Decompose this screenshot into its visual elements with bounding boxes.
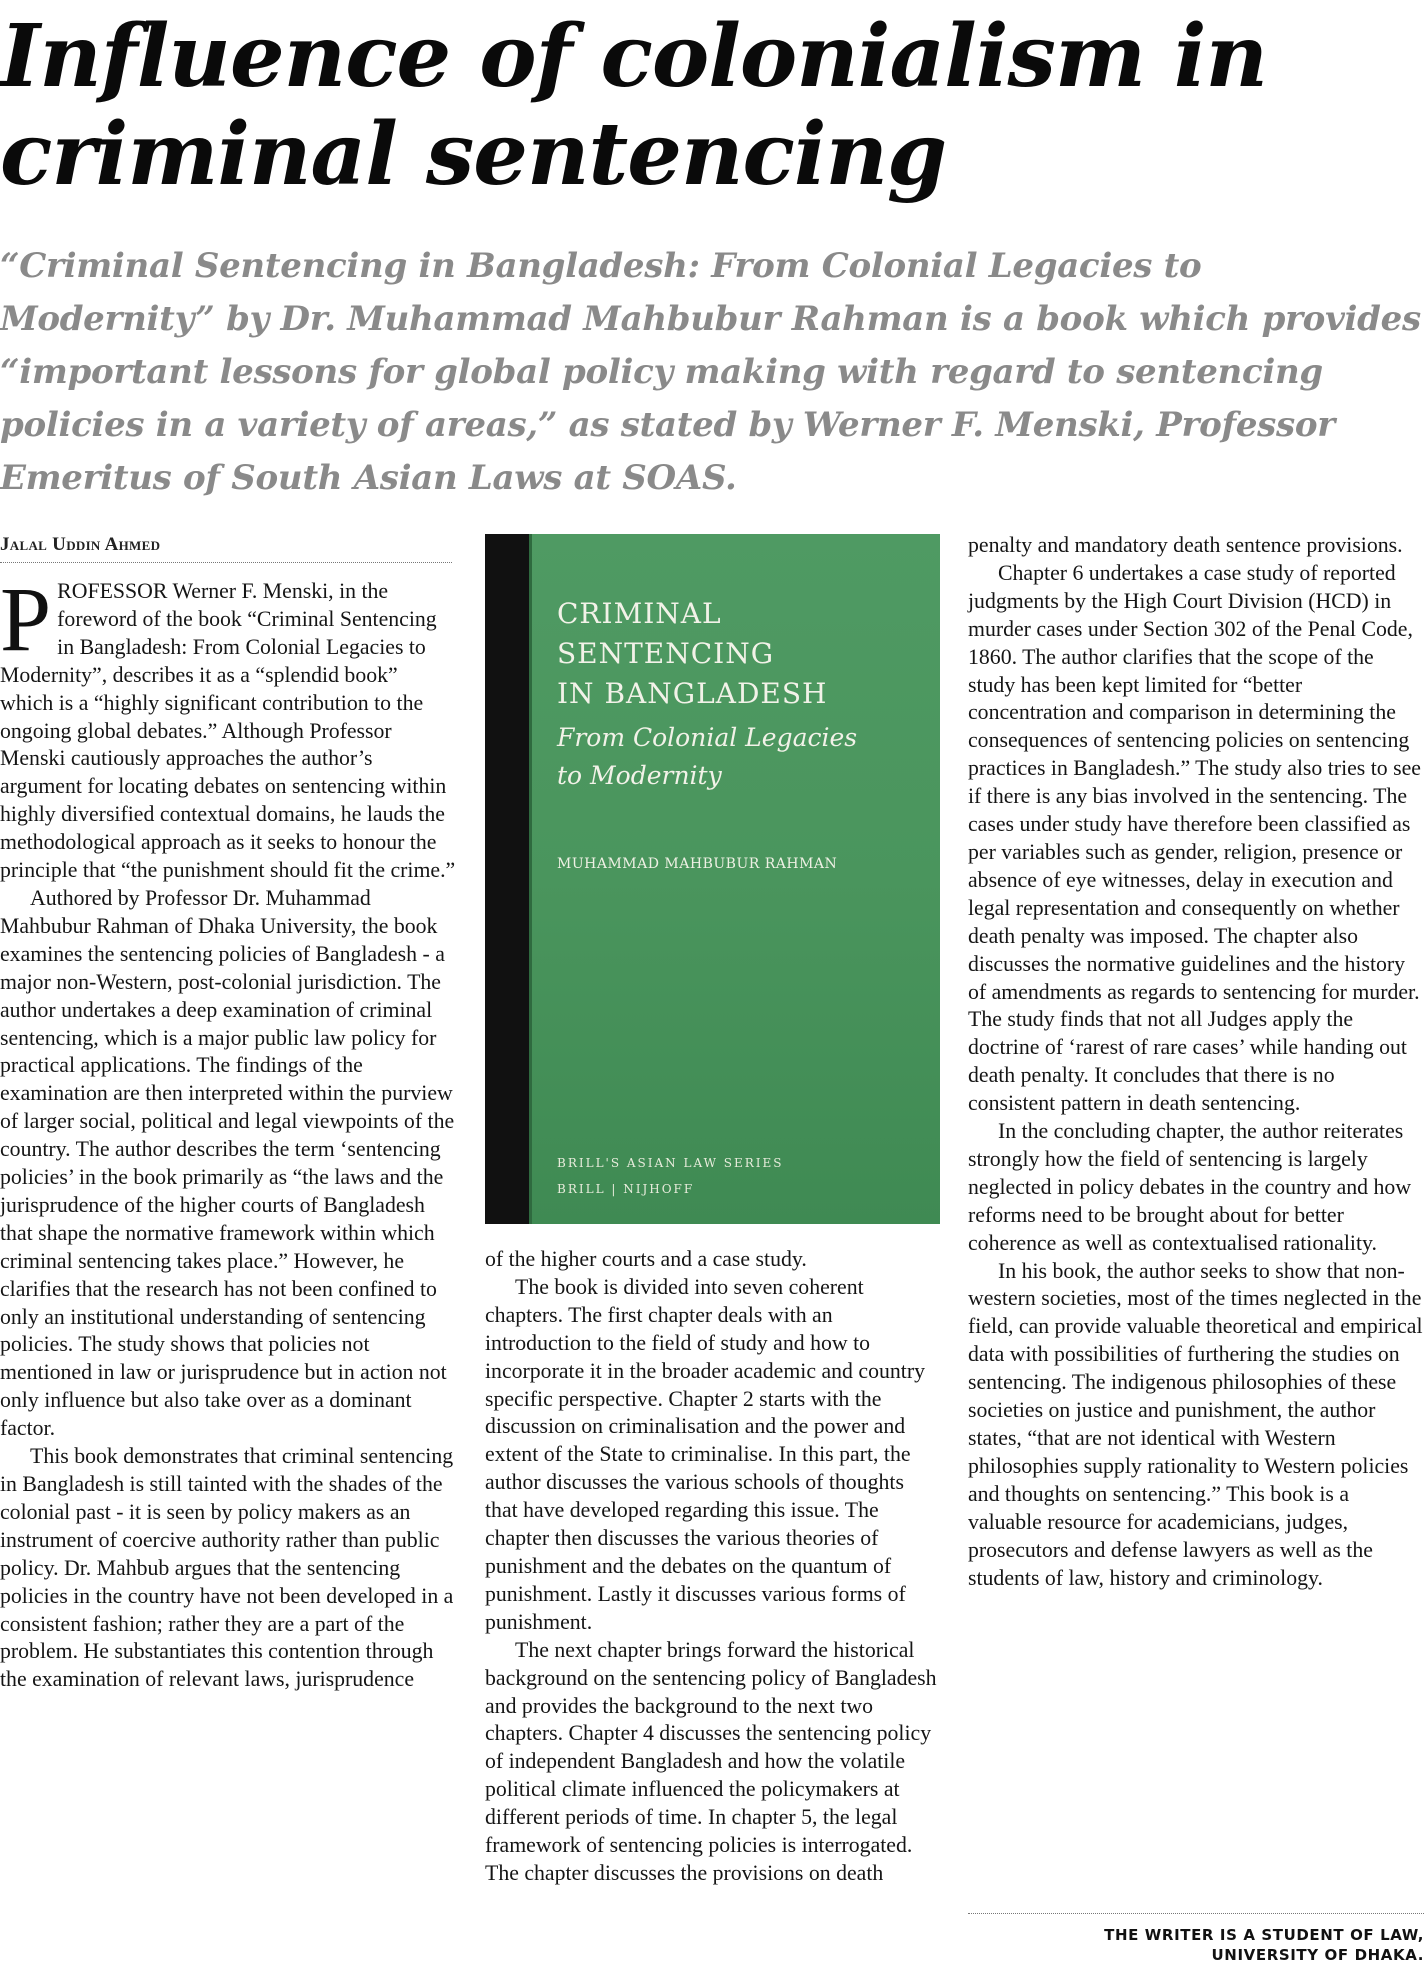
cover-title-line: SENTENCING [557,637,775,670]
paragraph: of the higher courts and a case study. [485,1247,807,1271]
headline-line-2: criminal sentencing [0,104,947,205]
column-1 [0,568,456,1694]
column-3 [968,532,1424,1592]
paragraph: Chapter 6 undertakes a case study of reported judgments by the High Court Division (HCD) in murder cases under Section 302 of the Penal Code, 1860. The author clarifies that the scope of the study has been kept limited for “better concentration and comparison in determining the consequences of sentencing policies on sentencing practices in Bangladesh.” The study also tries to see if there is any bias involved in the sentencing. The cases under study have therefore been classified as per variables such as gender, religion, presence or absence of eye witnesses, delay in execution and legal representation and consequently on whether death penalty was imposed. The chapter also discusses the normative guidelines and the history of amendments as regards to sentencing for murder. The study finds that not all Judges apply the doctrine of ‘rarest of rare cases’ while handing out death penalty. It concludes that there is no consistent pattern in death sentencing. [968,560,1421,1116]
author-note [968,1925,1424,1965]
cover-title-line: CRIMINAL [557,597,722,630]
cover-subtitle-line: to Modernity [557,761,722,790]
paragraph: penalty and mandatory death sentence provisions. [968,533,1403,557]
drop-cap: P [0,568,52,670]
standfirst: “Criminal Sentencing in Bangladesh: From Colonial Legacies to Modernity” by Dr. Muhammad Mahbubur Rahman is a book which provides “important lessons for global policy making with regard to sentencing policies in a variety of areas,” as stated by Werner F. Menski, Professor Emeritus of South Asian Laws at SOAS. [0,246,1421,498]
headline-line-1: Influence of colonialism in [0,6,1268,107]
paragraph: The book is divided into seven coherent chapters. The first chapter deals with an introduction to the field of study and how to incorporate it in the broader academic and country specific perspective. Chapter 2 starts with the discussion on criminalisation and the power and extent of the State to criminalise. In this part, the author discusses the various schools of thoughts that have developed regarding this issue. The chapter then discusses the various theories of punishment and the debates on the quantum of punishment. Lastly it discusses various forms of punishment. [485,1274,925,1634]
paragraph: In his book, the author seeks to show that non-western societies, most of the times neglected in the field, can provide valuable theoretical and empirical data with possibilities of furthering the studies on sentencing. The indigenous philosophies of these societies on justice and punishment, the author states, “that are not identical with Western philosophies supply rationality to Western policies and thoughts on sentencing.” This book is a valuable resource for academicians, judges, prosecutors and defense lawyers as well as the students of law, history and criminology. [968,1258,1423,1590]
headline [0,8,1424,204]
cover-title [557,594,917,714]
author-note-line: UNIVERSITY OF DHAKA. [1211,1946,1424,1964]
book-cover-image [485,534,940,1224]
cover-title-line: IN BANGLADESH [557,677,828,710]
paragraph: Authored by Professor Dr. Muhammad Mahbubur Rahman of Dhaka University, the book examines the sentencing policies of Bangladesh - a major non-Western, post-colonial jurisdiction. The author undertakes a deep examination of criminal sentencing, which is a major public law policy for practical applications. The findings of the examination are then interpreted within the purview of larger social, political and legal viewpoints of the country. The author describes the term ‘sentencing policies’ in the book primarily as “the laws and the jurisprudence of the higher courts of Bangladesh that shape the normative framework within which criminal sentencing takes place.” However, he clarifies that the research has not been confined to only an institutional understanding of sentencing policies. The study shows that policies not mentioned in law or jurisprudence but in action not only influence but also take over as a dominant factor. [0,885,455,1441]
cover-spine [485,534,529,1224]
paragraph-text: ROFESSOR Werner F. Menski, in the foreword of the book “Criminal Sentencing in Bangladesh: From Colonial Legacies to Modernity”, describes it as a “splendid book” which is a “highly significant contribution to the ongoing global debates.” Although Professor Menski cautiously approaches the author’s argument for locating debates on sentencing within highly diversified contextual domains, he lauds the methodological approach as it seeks to honour the principle that “the punishment should fit the crime.” [0,579,456,883]
cover-author: MUHAMMAD MAHBUBUR RAHMAN [557,856,838,872]
paragraph: The next chapter brings forward the historical background on the sentencing policy of Bangladesh and provides the background to the next two chapters. Chapter 4 discusses the sentencing policy of independent Bangladesh and how the volatile political climate influenced the policymakers at different periods of time. In chapter 5, the legal framework of sentencing policies is interrogated. The chapter discusses the provisions on death [485,1637,937,1885]
paragraph [0,568,456,885]
cover-subtitle-line: From Colonial Legacies [557,723,858,752]
cover-stripe [529,534,532,1224]
cover-subtitle [557,719,917,795]
author-note-line: THE WRITER IS A STUDENT OF LAW, [1104,1926,1424,1944]
cover-publisher: BRILL | NIJHOFF [557,1182,695,1196]
paragraph: In the concluding chapter, the author reiterates strongly how the field of sentencing is largely neglected in policy debates in the country and how reforms need to be brought about for better coherence as well as contextualised rationality. [968,1119,1412,1255]
column-2 [485,1246,940,1888]
cover-series: BRILL'S ASIAN LAW SERIES [557,1156,784,1170]
paragraph: This book demonstrates that criminal sentencing in Bangladesh is still tainted with the shades of the colonial past - it is seen by policy makers as an instrument of coercive authority rather than public policy. Dr. Mahbub argues that the sentencing policies in the country have not been developed in a consistent fashion; rather they are a part of the problem. He substantiates this contention through the examination of relevant laws, jurisprudence [0,1444,454,1692]
footer-divider [968,1913,1424,1914]
byline: Jalal Uddin Ahmed [0,534,452,563]
